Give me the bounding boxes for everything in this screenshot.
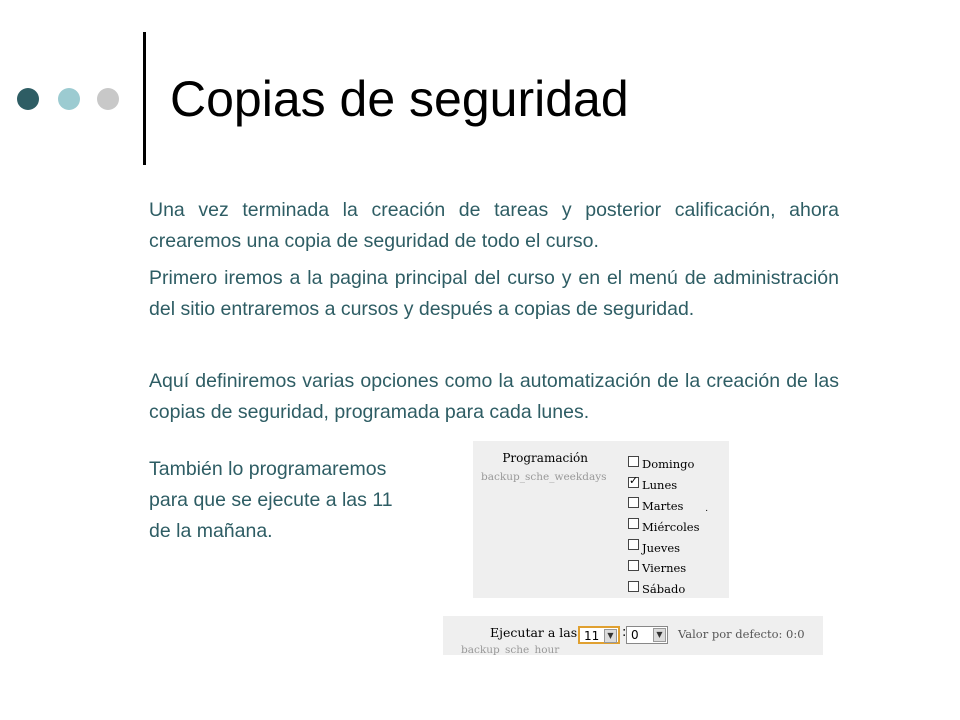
slide-title: Copias de seguridad — [170, 71, 629, 127]
weekday-label: Martes — [642, 498, 684, 513]
weekday-lunes[interactable] — [628, 472, 700, 493]
paragraph-schedule-time: También lo programaremos para que se ejecute a las 11 de la mañana. — [149, 458, 393, 542]
execution-time-label: Ejecutar a las — [490, 625, 578, 640]
paragraph-options: Aquí definiremos varias opciones como la automatización de la creación de las copias de seguridad, programada para cada lunes. — [149, 370, 839, 423]
paragraph-intro: Una vez terminada la creación de tareas y posterior calificación, ahora crearemos una copia de seguridad de todo el curso. — [149, 199, 839, 252]
stray-dot: · — [705, 505, 709, 516]
checkbox-martes[interactable] — [628, 497, 639, 508]
weekday-miercoles[interactable] — [628, 513, 700, 534]
weekday-label: Domingo — [642, 457, 695, 472]
checkbox-miercoles[interactable] — [628, 518, 639, 529]
execution-time-sublabel: backup_sche_hour — [461, 644, 560, 655]
weekday-sabado[interactable] — [628, 576, 700, 597]
chevron-down-icon[interactable]: ▼ — [604, 629, 617, 643]
weekday-label: Lunes — [642, 478, 678, 493]
execution-time-panel — [443, 616, 823, 655]
minute-value: 0 — [631, 628, 639, 642]
weekday-label: Jueves — [642, 540, 681, 555]
chevron-down-icon[interactable]: ▼ — [653, 628, 666, 642]
hour-select[interactable] — [578, 626, 620, 644]
schedule-sublabel: backup_sche_weekdays — [481, 471, 607, 483]
default-value-text: Valor por defecto: 0:0 — [678, 627, 805, 641]
weekday-label: Miércoles — [642, 519, 700, 534]
decorative-dot-gray — [97, 88, 119, 110]
weekday-domingo[interactable] — [628, 451, 700, 472]
schedule-label: Programación — [502, 451, 588, 465]
decorative-dot-dark — [17, 88, 39, 110]
schedule-days-panel — [473, 441, 729, 598]
decorative-dot-light — [58, 88, 80, 110]
checkbox-viernes[interactable] — [628, 560, 639, 571]
checkbox-domingo[interactable] — [628, 456, 639, 467]
weekday-list — [628, 451, 700, 597]
checkbox-lunes[interactable] — [628, 477, 639, 488]
checkbox-sabado[interactable] — [628, 581, 639, 592]
weekday-martes[interactable] — [628, 493, 700, 514]
checkbox-jueves[interactable] — [628, 539, 639, 550]
paragraph-navigation: Primero iremos a la pagina principal del curso y en el menú de administración del sitio entraremos a cursos y después a copias de seguridad. — [149, 267, 839, 320]
weekday-label: Viernes — [642, 561, 687, 576]
title-divider — [143, 32, 146, 165]
weekday-viernes[interactable] — [628, 555, 700, 576]
weekday-jueves[interactable] — [628, 534, 700, 555]
minute-select[interactable] — [626, 626, 668, 644]
time-separator: : — [622, 625, 627, 640]
weekday-label: Sábado — [642, 582, 686, 597]
hour-value: 11 — [584, 629, 600, 643]
